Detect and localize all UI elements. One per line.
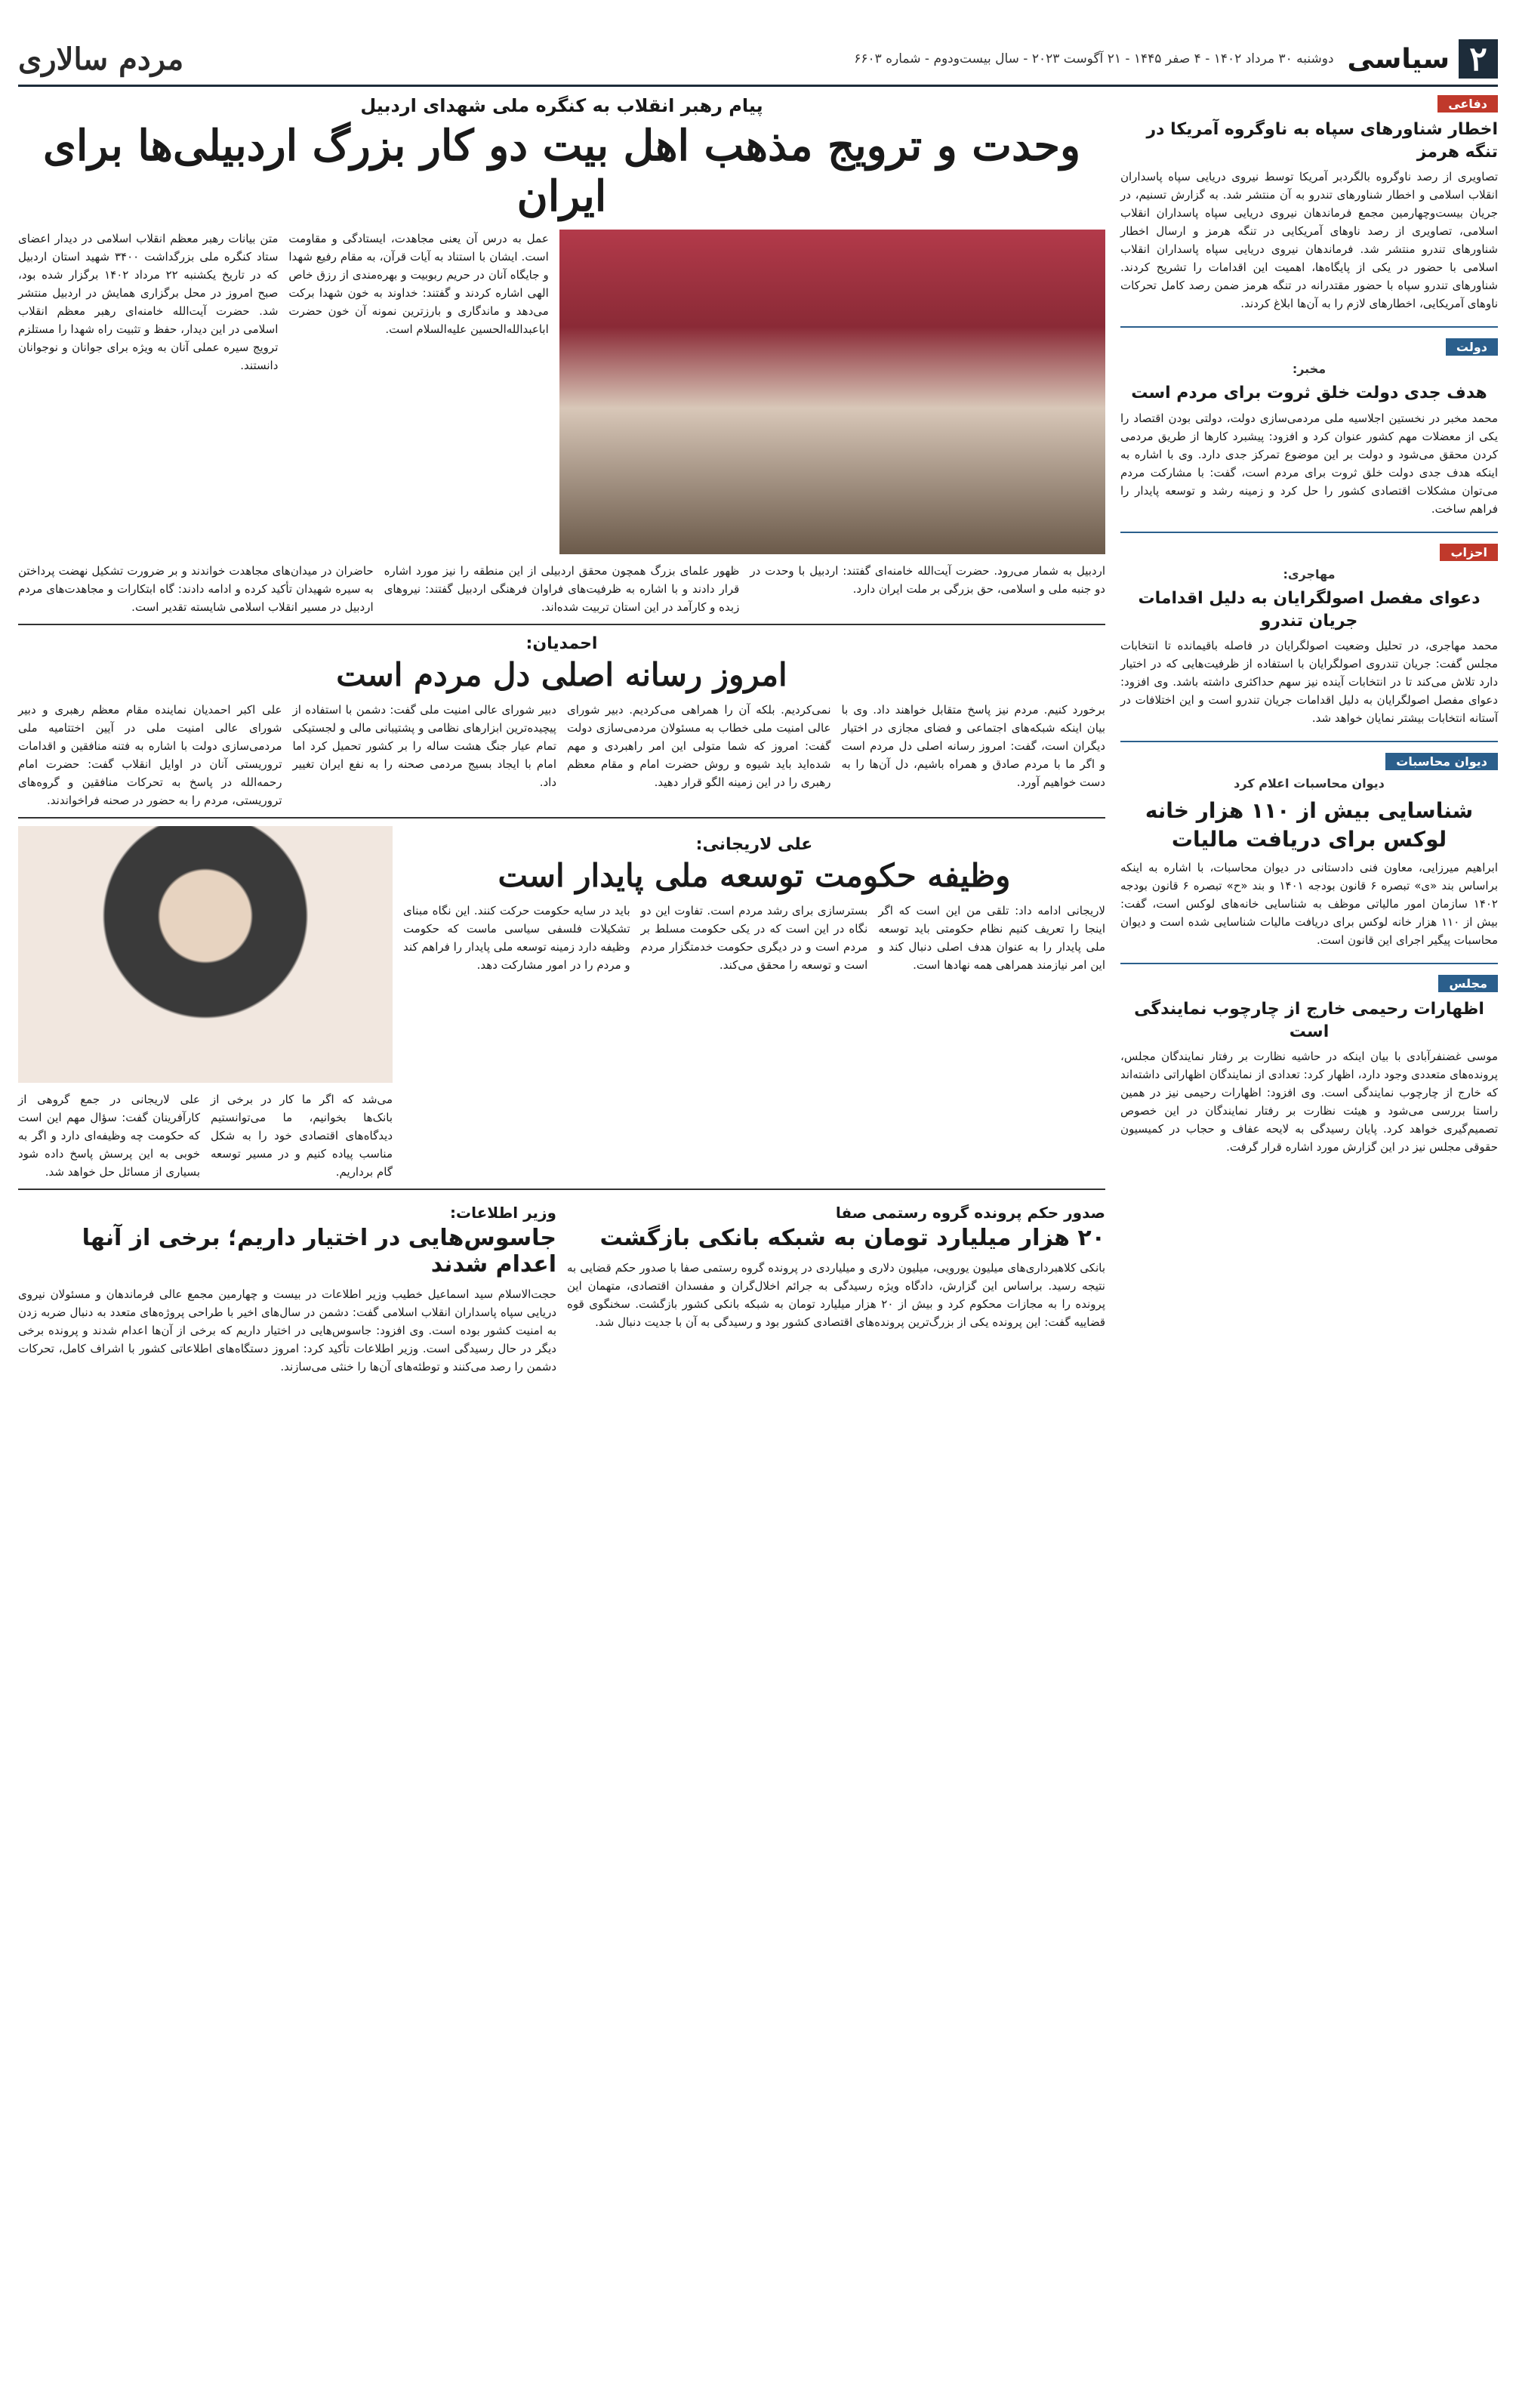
masthead <box>18 36 1498 82</box>
sidebar-item-audit-court <box>1120 753 1498 949</box>
dateline: دوشنبه ۳۰ مرداد ۱۴۰۲ - ۴ صفر ۱۴۴۵ - ۲۱ آگوست ۲۰۲۳ - سال بیست‌ودوم - شماره ۶۶۰۳ <box>854 51 1334 66</box>
section-tag: دولت <box>1446 338 1498 356</box>
story2-col-3: نمی‌کردیم. بلکه آن را همراهی می‌کردیم. دبیر شورای عالی امنیت ملی خطاب به مسئولان مردمی‌سازی دولت گفت: امروز که شما متولی این امر راهبردی و مهم شده‌اید باید شیوه و روش حضرت امام و مقام معظم رهبری را در این زمینه الگو قرار دهید. <box>567 703 831 790</box>
sidebar-item-parties <box>1120 544 1498 727</box>
story2-col-1: علی اکبر احمدیان نماینده مقام معظم رهبری و دبیر شورای عالی امنیت ملی در آیین اختتامیه ملی مردمی‌سازی دولت با اشاره به فتنه منافقین و اقدامات تروریستی آنان در اوایل انقلاب گفت: حضرت امام رحمه‌الله در پاسخ به تحرکات منافقین و گروه‌های تروریستی، مردم را به حضور در صحنه فراخواندند. <box>18 703 282 808</box>
lead-caption-1: اردبیل به شمار می‌رود. حضرت آیت‌الله خامنه‌ای گفتند: اردبیل با وحدت در دو جنبه ملی و اسلامی، حق بزرگی بر ملت ایران دارد. <box>750 564 1105 597</box>
article-title: دعوای مفصل اصولگرایان به دلیل اقدامات جریان تندرو <box>1138 589 1481 631</box>
lead-caption-2: ظهور علمای بزرگ همچون محقق اردبیلی از این منطقه را نیز مورد اشاره قرار دادند و با اشاره به ظرفیت‌های فراوان فرهنگی اردبیل گفتند: نیروهای زبده و کارآمد در این استان تربیت شده‌اند. <box>384 564 740 615</box>
article-body: ابراهیم میرزایی، معاون فنی دادستانی در دیوان محاسبات، با اشاره به اینکه براساس بند «ی» تبصره ۶ قانون بودجه ۱۴۰۱ و بند «ح» تبصره ۶ قانون بودجه ۱۴۰۲ سازمان امور مالیاتی موظف به شناسایی خانه‌های لوکس است، گفت: بیش از ۱۱۰ هزار خانه لوکس برای دریافت مالیات شناسایی شده است و دیوان محاسبات پیگیر اجرای این قانون است. <box>1120 861 1499 948</box>
story3-headline: وظیفه حکومت توسعه ملی پایدار است <box>498 857 1011 895</box>
story3-col-3: لاریجانی ادامه داد: تلقی من این است که اگر اینجا را تعریف کنیم نظام حکومتی باید توسعه ملی پایدار را به عنوان هدف اصلی دنبال کند و این امر نیازمند همراهی همه نهادها است. <box>878 904 1105 973</box>
lead-photo <box>559 230 1105 554</box>
story3-col-1: باید در سایه حکومت حرکت کنند. این نگاه مبنای تشکیلات فلسفی سیاسی ماست که حکومت وظیفه دارد زمینه توسعه ملی پایدار را فراهم کند و مردم را در امور مشارکت دهد. <box>402 904 630 973</box>
divider <box>1120 532 1498 533</box>
story4-body: حجت‌الاسلام سید اسماعیل خطیب وزیر اطلاعات در بیست و چهارمین مجمع عالی فرماندهان و مسئولان نیروی دریایی سپاه پاسداران انقلاب اسلامی گفت: دشمن در سال‌های اخیر با طراحی پروژه‌های متعدد به دنبال ضربه زدن به امنیت کشور بوده است. وی افزود: جاسوس‌هایی در اختیار داریم که برخی از آن‌ها اعدام شدند و پرونده برخی دیگر در حال رسیدگی است. وزیر اطلاعات تأکید کرد: امروز دستگاه‌های اطلاعاتی کشور با اشراف کامل، تحرکات دشمن را رصد می‌کنند و توطئه‌های آن‌ها را خنثی می‌سازند. <box>18 1287 556 1374</box>
story2-kicker: احمدیان: <box>525 634 598 654</box>
story2-col-2: دبیر شورای عالی امنیت ملی گفت: دشمن با استفاده از پیچیده‌ترین ابزارهای نظامی و پشتیبانی مالی و لجستیکی تمام عیار جنگ هشت ساله را بر کشور تحمیل کرد اما امام با ایجاد بسیج مردمی صحنه را به نفع ایران تغییر داد. <box>292 703 556 790</box>
divider <box>18 624 1105 625</box>
story2-col-4: برخورد کنیم. مردم نیز پاسخ متقابل خواهند داد. وی با بیان اینکه شبکه‌های اجتماعی و فضای مجازی در اختیار دیگران است، گفت: امروز رسانه اصلی دل مردم است و اگر ما با مردم صادق و همراه باشیم، دل آن‌ها را به دست خواهیم آورد. <box>841 703 1105 790</box>
story4-headline: جاسوس‌هایی در اختیار داریم؛ برخی از آنها اعدام شدند <box>82 1225 556 1278</box>
masthead-rule <box>18 85 1498 87</box>
sidebar-item-parliament <box>1120 975 1498 1156</box>
story5 <box>567 1198 1105 1376</box>
article-body: محمد مخبر در نخستین اجلاسیه ملی مردمی‌سازی دولت، دولتی بودن اقتصاد را یکی از معضلات مهم کشور عنوان کرد و افزود: پیشبرد کارها از طریق مردمی کردن محقق می‌شود و دولت بر این موضوع تمرکز جدی دارد. وی با اشاره به اینکه هدف جدی دولت خلق ثروت برای مردم است، گفت: با مشارکت مردم می‌توان مشکلات اقتصادی کشور را حل کرد و زمینه رشد و توسعه پایدار را فراهم ساخت. <box>1120 412 1498 516</box>
sidebar-item-defense <box>1120 95 1498 313</box>
article-body: تصاویری از رصد ناوگروه بالگردبر آمریکا توسط نیروی دریایی سپاه پاسداران انقلاب اسلامی و اخطار شناورهای تندرو به آن منتشر شد. به گزارش تسنیم، در جریان بیست‌وچهارمین مجمع فرماندهان نیروی دریایی سپاه پاسداران انقلاب اسلامی، تصاویری از رصد ناوهای آمریکایی در تنگه هرمز و ارسال اخطار شناورهای تندرو منتشر شد. فرماندهان نیروی دریایی سپاه پاسداران انقلاب اسلامی با حضور در یکی از پایگاه‌ها، اهمیت این اقدامات را تشریح کردند. شناورهای تندرو سپاه با حضور مقتدرانه در تنگه هرمز ضمن رصد کامل تحرکات ناوهای آمریکایی، اخطارهای لازم را به آن‌ها ابلاغ کردند. <box>1120 170 1498 311</box>
lead-kicker: پیام رهبر انقلاب به کنگره ملی شهدای اردبیل <box>360 95 763 116</box>
divider <box>1120 963 1498 964</box>
section-title: سیاسی <box>1347 43 1450 75</box>
divider <box>18 817 1105 819</box>
section-tag: مجلس <box>1438 975 1498 992</box>
sidebar <box>1120 95 1498 2378</box>
article-body: موسی غضنفرآبادی با بیان اینکه در حاشیه نظارت بر رفتار نمایندگان مجلس، پرونده‌های متعددی وجود دارد، اظهار کرد: تعدادی از نمایندگان اظهاراتی داشته‌اند که خارج از چارچوب نمایندگی است. وی افزود: اظهارات رحیمی نیز در همین راستا بررسی می‌شود و هیئت نظارت بر رفتار نمایندگان در این خصوص تصمیم‌گیری خواهد کرد. پایان رسیدگی به لایحه عفاف و حجاب در کمیسیون حقوقی مجلس نیز در این گزارش مورد اشاره قرار گرفت. <box>1120 1050 1498 1155</box>
article-body: محمد مهاجری، در تحلیل وضعیت اصولگرایان در فاصله باقیمانده تا انتخابات مجلس گفت: جریان تندروی اصولگرایان با استفاده از ظرفیت‌هایی که در اختیار دارد تلاش می‌کند تا در انتخابات آینده نیز سهم حداکثری داشته باشد. وی افزود: دعوای مفصل اصولگرایان به دلیل اقدامات جریان تندرو است و این اختلافات در آستانه انتخابات بیشتر نمایان خواهد شد. <box>1120 639 1498 726</box>
sidebar-item-government <box>1120 338 1498 518</box>
story4 <box>18 1198 556 1376</box>
story4-kicker: وزیر اطلاعات: <box>449 1204 556 1222</box>
lead-caption-3: حاضران در میدان‌های مجاهدت خواندند و بر ضرورت تشکیل نهضت پرداختن به سیره شهیدان تأکید کرده و ادامه دادند: گاه ابتکارات و مجاهدت‌های مردم اردبیل در مسیر انقلاب اسلامی شایسته تقدیر است. <box>17 564 374 615</box>
gathering-photo <box>559 230 1105 554</box>
article-kicker: مخبر: <box>1292 362 1326 377</box>
section-tag: احزاب <box>1440 544 1498 561</box>
page-number: ۲ <box>1459 39 1498 79</box>
newspaper-logo: مردم سالاری <box>18 41 184 77</box>
article-title: هدف جدی دولت خلق ثروت برای مردم است <box>1131 384 1487 403</box>
story3-kicker: علی لاریجانی: <box>695 835 813 855</box>
article-title: اظهارات رحیمی خارج از چارچوب نمایندگی است <box>1134 1000 1484 1041</box>
story5-kicker: صدور حکم پرونده گروه رستمی صفا <box>835 1204 1105 1222</box>
article-kicker: مهاجری: <box>1283 567 1336 582</box>
divider <box>18 1189 1105 1190</box>
story2-headline: امروز رسانه اصلی دل مردم است <box>336 656 787 694</box>
article-kicker: دیوان محاسبات اعلام کرد <box>1234 776 1385 791</box>
divider <box>1120 741 1498 742</box>
divider <box>1120 326 1498 328</box>
larijani-portrait <box>18 826 393 1083</box>
story3-caption-right: می‌شد که اگر ما کار در برخی از بانک‌ها بخوانیم، ما می‌توانستیم دیدگاه‌های اقتصادی خود را به شکل مناسب پیاده کنیم و در مسیر توسعه گام برداریم. <box>211 1093 393 1179</box>
lead-col-2: عمل به درس آن یعنی مجاهدت، ایستادگی و مقاومت است. ایشان با استناد به آیات قرآن، به مقام رفیع شهدا و جایگاه آنان در حریم ربوبیت و بهره‌مندی از رزق خاص الهی اشاره کردند و گفتند: خداوند به خون شهدا برکت می‌دهد و ماندگاری و بارزترین نمونه آن خون حضرت اباعبدالله‌الحسین علیه‌السلام است. <box>288 232 549 337</box>
main-content <box>18 95 1105 1376</box>
lead-col-1: متن بیانات رهبر معظم انقلاب اسلامی در دیدار اعضای ستاد کنگره ملی بزرگداشت ۳۴۰۰ شهید استان اردبیل که در تاریخ یکشنبه ۲۲ مرداد ۱۴۰۲ برگزار شده بود، صبح امروز در محل برگزاری همایش در اردبیل منتشر شد. حضرت آیت‌الله خامنه‌ای رهبر معظم انقلاب اسلامی در این دیدار، حفظ و تثبیت راه شهدا را مستلزم ترویج سیره عملی آنان به ویژه برای جوانان و نوجوانان دانستند. <box>18 232 279 373</box>
article-title: اخطار شناورهای سپاه به ناوگروه آمریکا در تنگه هرمز <box>1146 120 1498 162</box>
story3-col-2: بسترسازی برای رشد مردم است. تفاوت این دو نگاه در این است که در یکی حکومت مسلط بر مردم است و در دیگری حکومت خدمتگزار مردم است و توسعه را محقق می‌کند. <box>640 904 868 973</box>
section-tag: دیوان محاسبات <box>1385 753 1498 770</box>
article-title: شناسایی بیش از ۱۱۰ هزار خانه لوکس برای دریافت مالیات <box>1145 798 1474 853</box>
story5-body: بانکی کلاهبرداری‌های میلیون یورویی، میلیون دلاری و میلیاردی در پرونده گروه رستمی صفا با صدور حکم قضایی به نتیجه رسید. براساس این گزارش، دادگاه ویژه رسیدگی به جرائم اخلال‌گران و مفسدان اقتصادی، متهمان این پرونده را به مجازات محکوم کرد و بیش از ۲۰ هزار میلیارد تومان به شبکه بانکی کشور بازگشت. سخنگوی قوه قضاییه گفت: این پرونده یکی از بزرگ‌ترین پرونده‌های اقتصادی کشور بود و رسیدگی به آن با جدیت دنبال شد. <box>567 1261 1105 1330</box>
lead-headline: وحدت و ترویج مذهب اهل بیت دو کار بزرگ اردبیلی‌ها برای ایران <box>42 121 1081 222</box>
story3-caption-left: علی لاریجانی در جمع گروهی از کارآفرینان گفت: سؤال مهم این است که حکومت چه وظیفه‌ای دارد و اگر به خوبی به این پرسش پاسخ داده شود بسیاری از مسائل حل خواهد شد. <box>18 1093 200 1179</box>
section-tag: دفاعی <box>1437 95 1498 113</box>
story5-headline: ۲۰ هزار میلیارد تومان به شبکه بانکی بازگشت <box>599 1225 1105 1252</box>
